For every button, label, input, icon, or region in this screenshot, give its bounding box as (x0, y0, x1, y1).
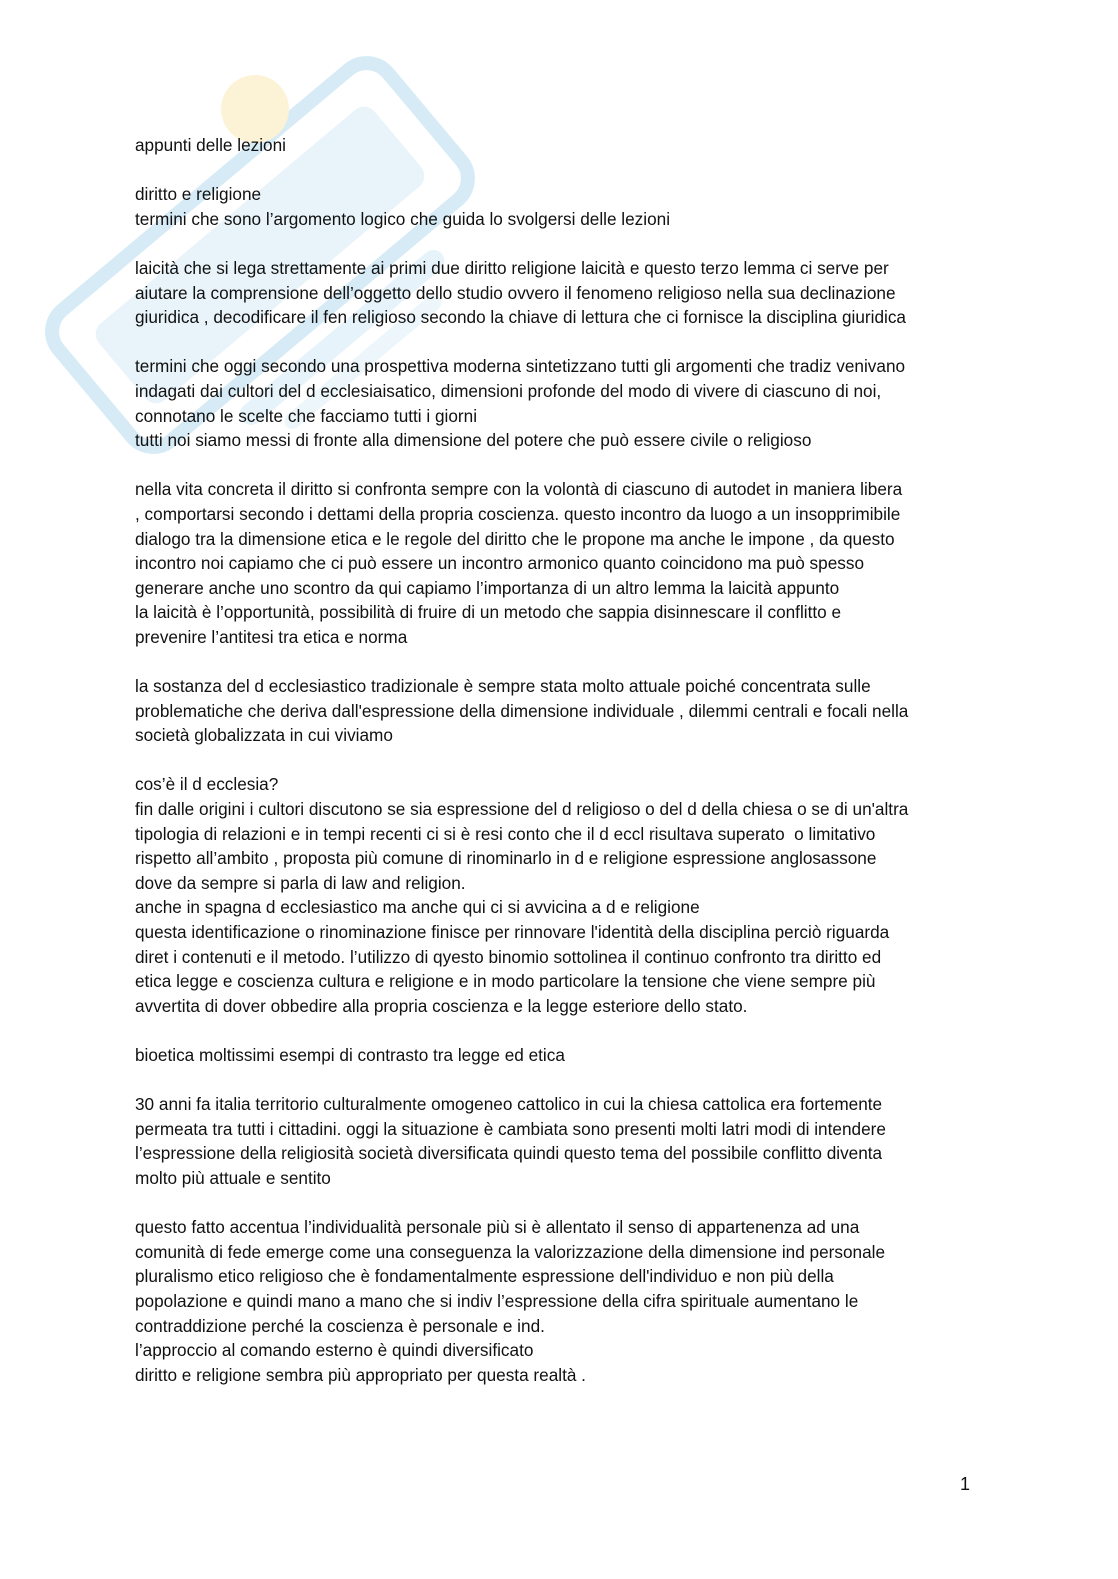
text-line: l’espressione della religiosità società diversificata quindi questo tema del possibile conflitto diventa (135, 1143, 883, 1164)
text-line: società globalizzata in cui viviamo (135, 725, 393, 746)
text-line: la sostanza del d ecclesiastico tradizionale è sempre stata molto attuale poiché concentrata sulle (135, 676, 871, 697)
page-number: 1 (960, 1474, 971, 1494)
text-line: fin dalle origini i cultori discutono se sia espressione del d religioso o del d della chiesa o se di un'altra (135, 799, 909, 820)
text-line: comunità di fede emerge come una conseguenza la valorizzazione della dimensione ind personale (135, 1241, 886, 1262)
text-line: popolazione e quindi mano a mano che si indiv l’espressione della cifra spirituale aumentano le (135, 1290, 859, 1311)
paragraph (135, 133, 995, 158)
text-line: dialogo tra la dimensione etica e le regole del diritto che le propone ma anche le impone , da questo (135, 528, 895, 549)
text-line: termini che oggi secondo una prospettiva moderna sintetizzano tutti gli argomenti che tradiz venivano (135, 356, 906, 377)
text-line: la laicità è l’opportunità, possibilità di fruire di un metodo che sappia disinnescare il conflitto e (135, 602, 842, 623)
text-line: etica legge e coscienza cultura e religione e in modo particolare la tensione che viene sempre più (135, 971, 876, 992)
text-line: diret i contenuti e il metodo. l’utilizzo di qyesto binomio sottolinea il continuo confronto tra diritto ed (135, 946, 882, 967)
paragraph (135, 1215, 995, 1387)
text-line: diritto e religione (135, 184, 262, 205)
text-line: contraddizione perché la coscienza è personale e ind. (135, 1315, 545, 1336)
text-line: l’approccio al comando esterno è quindi diversificato (135, 1340, 534, 1361)
text-line: cos’è il d ecclesia? (135, 774, 279, 795)
text-line: indagati dai cultori del d ecclesiaisatico, dimensioni profonde del modo di vivere di ciascuno di noi, (135, 380, 882, 401)
paragraph (135, 1092, 995, 1190)
text-line: tutti noi siamo messi di fronte alla dimensione del potere che può essere civile o religioso (135, 430, 812, 451)
text-line: appunti delle lezioni (135, 135, 286, 155)
text-line: molto più attuale e sentito (135, 1167, 331, 1188)
text-line: avvertita di dover obbedire alla propria coscienza e la legge esteriore dello stato. (135, 995, 748, 1016)
text-line: incontro noi capiamo che ci può essere un incontro armonico quanto coincidono ma può spesso (135, 553, 865, 574)
text-line: aiutare la comprensione dell’oggetto dello studio ovvero il fenomeno religioso nella sua declinazione (135, 282, 896, 303)
paragraph (135, 477, 995, 649)
paragraph (135, 772, 995, 1018)
text-line: diritto e religione sembra più appropriato per questa realtà . (135, 1364, 586, 1385)
text-line: laicità che si lega strettamente ai primi due diritto religione laicità e questo terzo lemma ci serve per (135, 257, 889, 278)
text-line: problematiche che deriva dall'espressione della dimensione individuale , dilemmi centrali e focali nella (135, 700, 909, 721)
text-line: questo fatto accentua l’individualità personale più si è allentato il senso di appartenenza ad una (135, 1217, 860, 1238)
paragraph (135, 354, 995, 452)
text-line: connotano le scelte che facciamo tutti i giorni (135, 405, 478, 426)
text-line: termini che sono l’argomento logico che guida lo svolgersi delle lezioni (135, 208, 671, 229)
text-line: permeata tra tutti i cittadini. oggi la situazione è cambiata sono presenti molti latri modi di intendere (135, 1118, 886, 1139)
text-line: bioetica moltissimi esempi di contrasto tra legge ed etica (135, 1044, 565, 1065)
paragraph (135, 256, 995, 330)
paragraph (135, 674, 995, 748)
text-line: giuridica , decodificare il fen religioso secondo la chiave di lettura che ci fornisce la disciplina giuridica (135, 307, 906, 328)
text-line: tipologia di relazioni e in tempi recenti ci si è resi conto che il d eccl risultava superato o limitativo (135, 823, 876, 844)
text-line: generare anche uno scontro da qui capiamo l’importanza di un altro lemma la laicità appunto (135, 577, 840, 598)
text-line: dove da sempre si parla di law and religion. (135, 872, 466, 893)
text-line: 30 anni fa italia territorio culturalmente omogeneo cattolico in cui la chiesa cattolica era fortemente (135, 1094, 883, 1115)
text-line: questa identificazione o rinominazione finisce per rinnovare l'identità della disciplina perciò riguarda (135, 922, 890, 942)
paragraph (135, 182, 995, 231)
text-line: pluralismo etico religioso che è fondamentalmente espressione dell'individuo e non più della (135, 1266, 834, 1287)
text-line: , comportarsi secondo i dettami della propria coscienza. questo incontro da luogo a un insopprimibile (135, 503, 901, 524)
text-line: prevenire l’antitesi tra etica e norma (135, 626, 408, 647)
text-line: nella vita concreta il diritto si confronta sempre con la volontà di ciascuno di autodet in maniera libera (135, 479, 903, 500)
document-body (135, 133, 995, 1412)
paragraph (135, 1043, 995, 1068)
text-line: anche in spagna d ecclesiastico ma anche qui ci si avvicina a d e religione (135, 897, 700, 918)
text-line: rispetto all’ambito , proposta più comune di rinominarlo in d e religione espressione anglosassone (135, 848, 877, 869)
